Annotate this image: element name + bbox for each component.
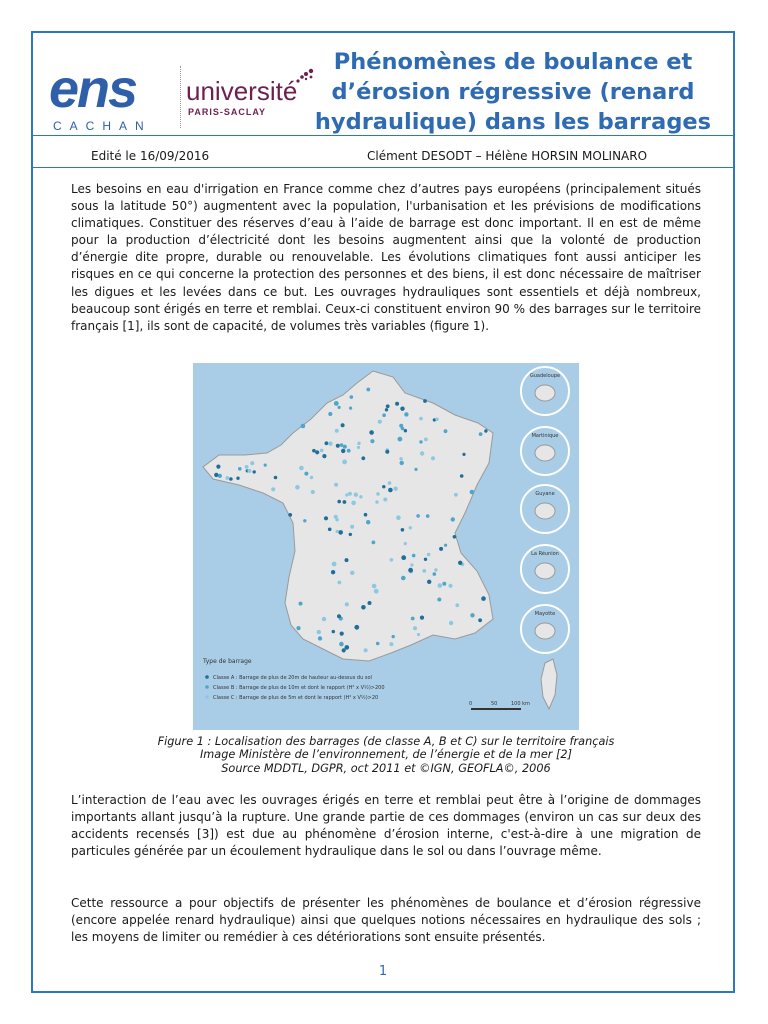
dam-marker	[299, 466, 304, 471]
inset-label: La Réunion	[531, 551, 559, 557]
dam-marker	[317, 630, 321, 634]
dam-marker	[311, 490, 315, 494]
dam-marker	[295, 485, 300, 490]
dam-marker	[301, 424, 306, 429]
dam-marker	[361, 605, 366, 610]
dam-marker	[364, 648, 368, 652]
dam-marker	[388, 488, 393, 493]
dam-marker	[349, 533, 352, 536]
dam-marker	[366, 388, 370, 392]
dam-marker	[354, 493, 358, 497]
scale-label: 0	[469, 701, 473, 707]
dam-marker	[354, 625, 359, 630]
dam-marker	[484, 429, 487, 432]
dam-marker	[350, 525, 354, 529]
dam-marker	[334, 515, 338, 519]
dam-marker	[455, 603, 459, 607]
dam-marker	[427, 553, 431, 557]
caption-line: Figure 1 : Localisation des barrages (de classe A, B et C) sur le territoire français	[157, 735, 615, 748]
dam-marker	[414, 468, 417, 471]
dam-marker	[439, 547, 443, 551]
inset-label: Guadeloupe	[529, 373, 561, 379]
title-line: Phénomènes de boulance et	[333, 49, 693, 75]
dam-marker	[458, 561, 462, 565]
dam-marker	[338, 406, 341, 409]
erosion-paragraph: L’interaction de l’eau avec les ouvrages érigés en terre et remblai peut être à l’origine de dommages importants allant jusqu’à la rupture. Une grande partie de ces dommages (environ un cas sur deux des accidents recensés [3]) est due au phénomène d’érosion interne, c'est-à-dire à une migration de particules générée par un écoulement hydraulique dans le sol ou dans l’ouvrage même.	[71, 793, 701, 859]
dam-marker	[462, 453, 465, 456]
ens-logo-subtitle: CACHAN	[53, 119, 152, 133]
dam-marker	[303, 519, 306, 522]
dam-marker	[343, 500, 347, 504]
dam-marker	[470, 490, 475, 495]
dam-marker	[370, 439, 374, 443]
dam-marker	[369, 430, 374, 435]
dam-marker	[410, 563, 413, 566]
dam-marker	[336, 444, 340, 448]
dam-marker	[404, 429, 407, 432]
dam-marker	[481, 596, 486, 601]
dam-marker	[448, 584, 452, 588]
dam-marker	[419, 440, 422, 443]
dam-marker	[322, 454, 326, 458]
dam-marker	[442, 582, 446, 586]
dam-marker	[404, 412, 408, 416]
overseas-territory-shape	[535, 503, 555, 519]
overseas-territory-shape	[535, 385, 555, 401]
dam-marker	[338, 581, 342, 585]
dam-marker	[376, 642, 380, 646]
dam-marker	[325, 441, 329, 445]
france-dams-map	[193, 363, 579, 730]
dam-marker	[416, 514, 420, 518]
dam-marker	[392, 635, 395, 638]
dam-marker	[288, 513, 292, 517]
edit-date: Edité le 16/09/2016	[91, 149, 210, 163]
dam-marker	[341, 423, 345, 427]
page-frame	[31, 31, 735, 993]
dam-marker	[238, 467, 242, 471]
dam-marker	[335, 429, 339, 433]
overseas-territory-shape	[535, 563, 555, 579]
figure-caption	[71, 735, 701, 775]
dam-marker	[372, 541, 376, 545]
dam-marker	[337, 614, 341, 618]
dam-marker	[389, 642, 393, 646]
university-logo-subtitle: PARIS-SACLAY	[188, 107, 267, 117]
dam-marker	[332, 630, 335, 633]
dam-marker	[315, 450, 319, 454]
dam-marker	[348, 492, 352, 496]
page-number: 1	[378, 964, 388, 979]
dam-marker	[420, 451, 424, 455]
inset-label: Guyane	[535, 491, 555, 497]
dam-marker	[408, 568, 413, 573]
dam-marker	[324, 516, 328, 520]
dam-marker	[401, 427, 405, 431]
dam-marker	[412, 554, 416, 558]
dam-marker	[345, 558, 349, 562]
dam-marker	[216, 465, 220, 469]
dam-marker	[453, 535, 457, 539]
dam-marker	[357, 442, 360, 445]
dam-marker	[444, 544, 447, 547]
dam-marker	[271, 487, 275, 491]
dam-marker	[451, 517, 455, 521]
dam-marker	[342, 460, 347, 465]
dam-marker	[236, 477, 239, 480]
dam-marker	[364, 513, 368, 517]
dam-marker	[460, 474, 464, 478]
dam-marker	[214, 473, 218, 477]
dam-marker	[424, 558, 427, 561]
dam-marker	[400, 407, 404, 411]
dam-marker	[374, 589, 379, 594]
scale-label: 100 km	[511, 701, 530, 707]
dam-marker	[332, 562, 337, 567]
dam-marker	[393, 487, 397, 491]
dam-marker	[470, 613, 474, 617]
dam-marker	[386, 404, 390, 408]
dam-marker	[390, 558, 394, 562]
dam-marker	[388, 481, 392, 485]
dam-marker	[250, 461, 254, 465]
dam-marker	[328, 442, 332, 446]
dam-marker	[438, 583, 443, 588]
dam-marker	[401, 528, 405, 532]
dam-marker	[274, 476, 278, 480]
scale-label: 50	[491, 701, 498, 707]
objectives-paragraph: Cette ressource a pour objectifs de présenter les phénomènes de boulance et d’érosion régressive (encore appelée renard hydraulique) ainsi que quelques notions nécessaires en hydraulique des sols ; les moyens de limiter ou remédier à ces détériorations sont ensuite présentés.	[71, 896, 701, 945]
dam-marker	[229, 477, 233, 481]
dam-marker	[378, 420, 382, 424]
intro-paragraph: Les besoins en eau d'irrigation en France comme chez d’autres pays européens (principalement situés sous la latitude 50°) augmentent avec la population, l'urbanisation et les prévisions de modifications climatiques. Constituer des réserves d’eau à l’aide de barrage est donc important. Il en est de même pour la production d’électricité dont les besoins augmentent ainsi que la volonté de production d’énergie dite propre, durable ou renouvelable. Les évolutions climatiques font aussi anticiper les risques en ce qui concerne la protection des personnes et des biens, il est donc nécessaire de maîtriser les digues et les levées dans ce but. Les ouvrages hydrauliques sont essentiels et déjà nombreux, beaucoup sont érigés en terre et remblai. Ceux-ci constituent environ 90 % des barrages sur le territoire français [1], ils sont de capacité, de volumes très variables (figure 1).	[71, 182, 701, 333]
dam-marker	[401, 555, 406, 560]
dam-marker	[417, 633, 420, 636]
dam-marker	[479, 432, 483, 436]
dam-marker	[318, 636, 322, 640]
dam-marker	[336, 530, 339, 533]
university-logo-text: université	[186, 76, 298, 106]
header-divider-bottom	[33, 167, 733, 168]
dam-marker	[320, 449, 324, 453]
dam-marker	[299, 602, 303, 606]
dam-marker	[338, 530, 343, 535]
dam-marker	[357, 446, 360, 449]
corsica-shape	[541, 659, 557, 709]
map-legend	[202, 658, 385, 701]
dam-marker	[435, 418, 438, 421]
dam-marker	[385, 450, 389, 454]
map-scale-bar	[469, 701, 530, 710]
legend-class-c-marker	[205, 695, 209, 699]
dam-marker	[310, 476, 313, 479]
dam-marker	[395, 402, 399, 406]
dam-marker	[253, 470, 256, 473]
dam-marker	[375, 500, 378, 503]
dam-marker	[366, 520, 370, 524]
dam-marker	[419, 417, 423, 421]
legend-item: Classe C : Barrage de plus de 5m et dont le rapport (H² x V½)>20	[213, 695, 379, 701]
legend-item: Classe B : Barrage de plus de 10m et dont le rapport (H² x V½)>200	[213, 685, 385, 691]
dam-marker	[340, 632, 344, 636]
dam-marker	[427, 580, 431, 584]
dam-marker	[422, 569, 426, 573]
dam-marker	[478, 618, 482, 622]
dam-marker	[372, 584, 377, 589]
header-divider	[33, 135, 733, 136]
title-line: d’érosion régressive (renard	[331, 79, 695, 105]
dam-marker	[437, 598, 441, 602]
overseas-territory-shape	[535, 445, 555, 461]
dam-marker	[343, 445, 347, 449]
ens-logo-text: ens	[49, 59, 137, 119]
university-paris-saclay-logo	[186, 77, 326, 127]
dam-marker	[328, 412, 332, 416]
legend-class-a-marker	[205, 675, 209, 679]
title-line: hydraulique) dans les barrages	[314, 109, 712, 135]
dam-marker	[426, 514, 430, 518]
dam-marker	[225, 476, 229, 480]
logo-separator	[180, 66, 181, 128]
dam-marker	[347, 449, 351, 453]
dam-marker	[304, 472, 308, 476]
dam-marker	[322, 617, 326, 621]
france-mainland-shape	[203, 371, 493, 661]
dam-marker	[400, 461, 404, 465]
dam-marker	[433, 572, 437, 576]
dam-marker	[247, 469, 251, 473]
overseas-territory-shape	[535, 623, 555, 639]
dam-marker	[382, 485, 385, 488]
dam-marker	[420, 616, 424, 620]
dam-marker	[328, 528, 332, 532]
dam-marker	[361, 456, 365, 460]
dam-marker	[404, 542, 407, 545]
dam-marker	[431, 456, 435, 460]
dam-marker	[399, 457, 402, 460]
dam-marker	[411, 617, 415, 621]
dam-marker	[398, 437, 403, 442]
dam-marker	[444, 429, 448, 433]
dam-marker	[350, 571, 354, 575]
dam-marker	[341, 449, 345, 453]
dam-marker	[401, 576, 406, 581]
authors: Clément DESODT – Hélène HORSIN MOLINARO	[367, 149, 648, 163]
caption-line: Image Ministère de l’environnement, de l’énergie et de la mer [2]	[199, 748, 573, 762]
dam-marker	[423, 399, 427, 403]
document-title	[309, 47, 717, 137]
dam-marker	[337, 500, 341, 504]
dam-marker	[349, 407, 352, 410]
dam-marker	[409, 526, 412, 529]
dams-map-figure	[193, 363, 579, 730]
legend-class-b-marker	[205, 685, 209, 689]
ens-cachan-logo	[49, 61, 179, 135]
inset-label: Mayotte	[534, 611, 556, 617]
dam-marker	[368, 601, 372, 605]
legend-title: Type de barrage	[203, 658, 252, 665]
dam-marker	[345, 602, 349, 606]
dam-marker	[385, 408, 388, 411]
inset-label: Martinique	[531, 433, 559, 439]
dam-marker	[359, 495, 362, 498]
dam-marker	[334, 483, 338, 487]
dam-marker	[340, 443, 344, 447]
dam-marker	[382, 413, 386, 417]
legend-item: Classe A : Barrage de plus de 20m de hauteur au-dessus du sol	[213, 675, 372, 681]
dam-marker	[334, 401, 339, 406]
dam-marker	[351, 501, 356, 506]
dam-marker	[331, 570, 335, 574]
dam-marker	[376, 492, 380, 496]
dam-marker	[345, 645, 350, 650]
dam-marker	[350, 395, 354, 399]
dam-marker	[264, 464, 267, 467]
dam-marker	[296, 626, 300, 630]
dam-marker	[434, 568, 437, 571]
dam-marker	[339, 642, 344, 647]
dam-marker	[413, 626, 417, 630]
dam-marker	[454, 493, 458, 497]
dam-marker	[396, 515, 401, 520]
dam-marker	[424, 438, 428, 442]
dam-marker	[245, 465, 249, 469]
dam-marker	[383, 498, 387, 502]
dam-marker	[449, 621, 453, 625]
caption-line: Source MDDTL, DGPR, oct 2011 et ©IGN, GEOFLA©, 2006	[221, 761, 551, 775]
